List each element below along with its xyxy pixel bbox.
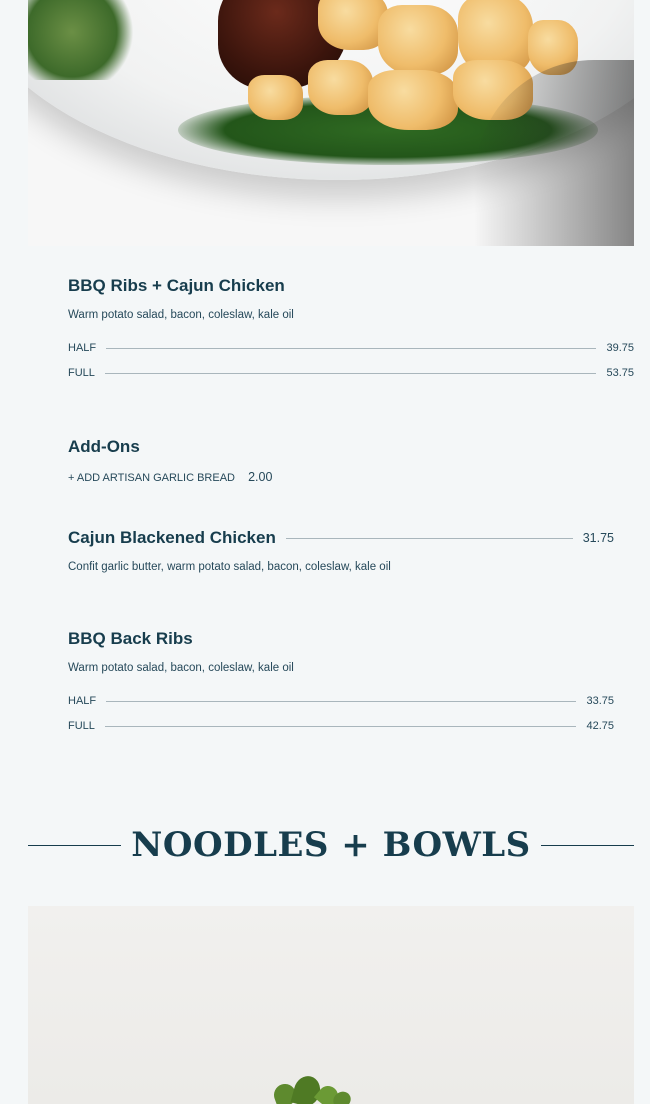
- potato-shape: [308, 60, 373, 115]
- size-label: FULL: [68, 720, 95, 732]
- addon-price: 2.00: [248, 470, 273, 484]
- leader-line: [286, 538, 573, 539]
- leader-line: [105, 726, 577, 727]
- noodles-bowls-photo: [28, 906, 634, 1104]
- size-label: HALF: [68, 342, 97, 354]
- section-title: NOODLES + BOWLS: [131, 825, 531, 865]
- potato-shape: [378, 5, 458, 75]
- leader-line: [106, 701, 576, 702]
- price-row-half: [68, 694, 614, 708]
- item-title-cajun-blackened-chicken: Cajun Blackened Chicken: [68, 528, 276, 547]
- item-row-cajun-blackened-chicken: [68, 528, 614, 548]
- leader-line: [105, 373, 597, 374]
- bbq-ribs-chicken-photo: [28, 0, 634, 246]
- heading-rule-left: [28, 845, 121, 846]
- price-value: 42.75: [586, 720, 614, 732]
- price-row-full: [68, 719, 614, 733]
- price-value: 39.75: [606, 342, 634, 354]
- item-description: Confit garlic butter, warm potato salad, bacon, coleslaw, kale oil: [68, 561, 391, 573]
- price-value: 31.75: [582, 531, 614, 545]
- size-label: FULL: [68, 367, 95, 379]
- section-heading-noodles-bowls: [28, 822, 634, 868]
- item-title-bbq-ribs-cajun-chicken: BBQ Ribs + Cajun Chicken: [68, 276, 285, 295]
- item-description: Warm potato salad, bacon, coleslaw, kale oil: [68, 662, 294, 674]
- coleslaw-shape: [28, 0, 138, 80]
- price-value: 53.75: [606, 367, 634, 379]
- potato-shape: [368, 70, 458, 130]
- leader-line: [106, 348, 596, 349]
- price-row-full: [68, 366, 634, 380]
- item-title-bbq-back-ribs: BBQ Back Ribs: [68, 629, 193, 648]
- addons-title: Add-Ons: [68, 437, 140, 456]
- potato-shape: [248, 75, 303, 120]
- item-description: Warm potato salad, bacon, coleslaw, kale oil: [68, 309, 294, 321]
- size-label: HALF: [68, 695, 97, 707]
- addon-garlic-bread: [68, 470, 272, 484]
- price-value: 33.75: [586, 695, 614, 707]
- addon-label: + ADD ARTISAN GARLIC BREAD: [68, 472, 235, 484]
- price-row-half: [68, 341, 634, 355]
- heading-rule-right: [541, 845, 634, 846]
